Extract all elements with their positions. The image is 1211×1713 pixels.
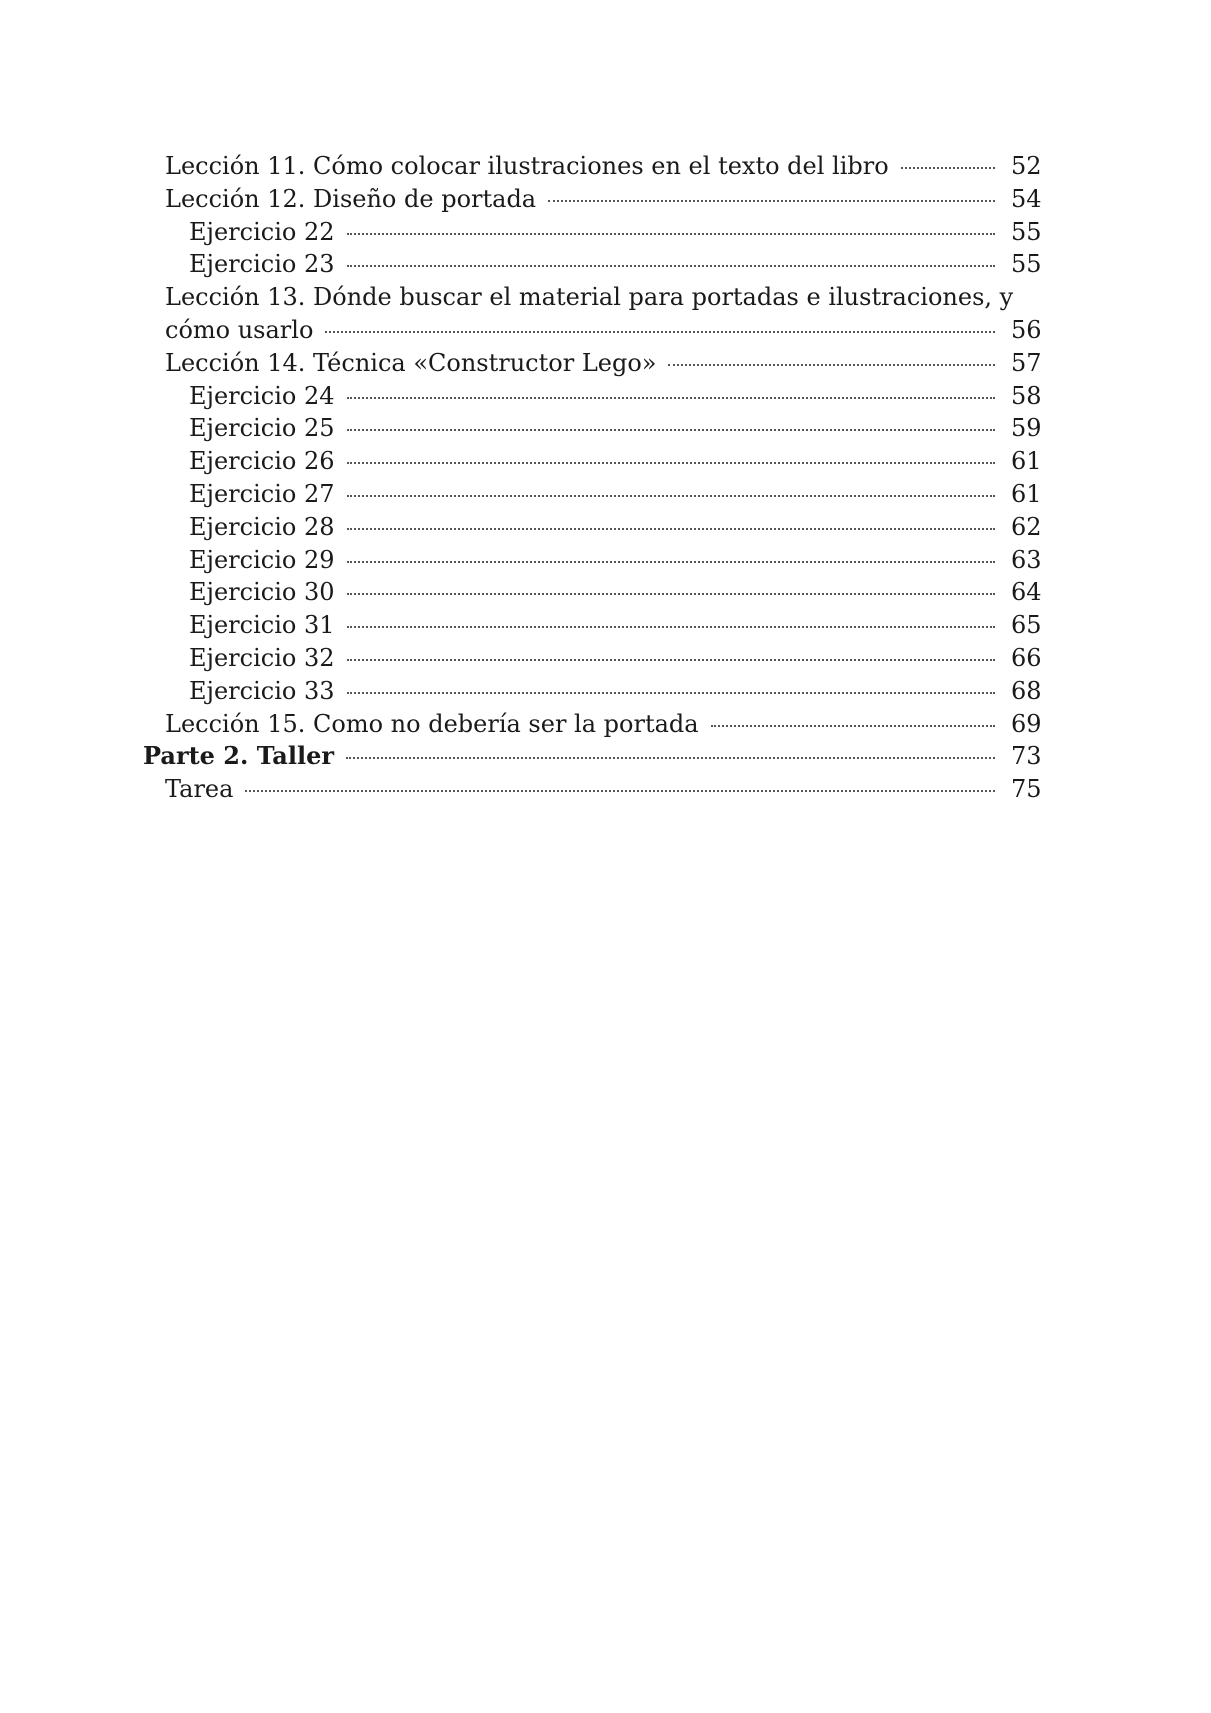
dot-leader [347, 659, 996, 661]
toc-entry-title: Lección 14. Técnica «Constructor Lego» [165, 348, 657, 377]
toc-entry[interactable] [143, 478, 1042, 511]
toc-entry-title: Ejercicio 33 [189, 676, 335, 705]
toc-entry-page: 63 [1011, 545, 1042, 574]
dot-leader [347, 495, 996, 497]
toc-entry[interactable] [143, 544, 1042, 577]
toc-entry-first-line[interactable] [143, 281, 1039, 314]
toc-entry-page: 58 [1011, 381, 1042, 410]
toc-entry-page: 55 [1011, 217, 1042, 246]
dot-leader [347, 429, 996, 431]
toc-entry-title: Tarea [165, 775, 234, 804]
toc-entry-title: Ejercicio 28 [189, 512, 335, 541]
toc-entry[interactable] [143, 609, 1042, 642]
toc-entry-page: 68 [1011, 676, 1042, 705]
toc-entry-page: 56 [1011, 315, 1042, 344]
dot-leader [347, 233, 996, 235]
dot-leader [347, 528, 996, 530]
toc-entry-page: 75 [1011, 775, 1042, 804]
dot-leader [346, 757, 995, 759]
toc-entry-title: Lección 12. Diseño de portada [165, 184, 537, 213]
toc-entry-page: 57 [1011, 348, 1042, 377]
dot-leader [347, 561, 996, 563]
dot-leader [347, 265, 996, 267]
toc-entry-continuation[interactable] [143, 314, 1042, 347]
toc-entry[interactable] [143, 412, 1042, 445]
toc-entry[interactable] [143, 216, 1042, 249]
toc-entry-page: 65 [1011, 611, 1042, 640]
toc-entry-title-continuation: cómo usarlo [165, 315, 314, 344]
toc-entry[interactable] [143, 248, 1042, 281]
toc-entry-title: Lección 15. Como no debería ser la portada [165, 709, 699, 738]
toc-entry[interactable] [143, 347, 1042, 380]
toc-entry-page: 61 [1011, 447, 1042, 476]
toc-entry-title: Lección 13. Dónde buscar el material para portadas e ilustraciones, y [165, 283, 1014, 312]
toc-entry[interactable] [143, 183, 1042, 216]
dot-leader [347, 397, 996, 399]
toc-entry-title: Ejercicio 30 [189, 578, 335, 607]
toc-entry-title: Ejercicio 27 [189, 479, 335, 508]
toc-entry-title: Ejercicio 31 [189, 611, 335, 640]
toc-entry-title: Ejercicio 23 [189, 250, 335, 279]
toc-entry-page: 54 [1011, 184, 1042, 213]
toc-entry-title: Ejercicio 24 [189, 381, 335, 410]
toc-entry-page: 61 [1011, 479, 1042, 508]
toc-entry[interactable] [143, 708, 1042, 741]
toc-entry[interactable] [143, 675, 1042, 708]
toc-entry[interactable] [143, 445, 1042, 478]
toc-entry-title: Ejercicio 26 [189, 447, 335, 476]
toc-entry-title: Ejercicio 32 [189, 643, 335, 672]
toc-entry-page: 55 [1011, 250, 1042, 279]
dot-leader [325, 331, 995, 333]
toc-entry-title: Lección 11. Cómo colocar ilustraciones en el texto del libro [165, 152, 889, 180]
toc-entry[interactable] [143, 150, 1042, 183]
toc-entry-part[interactable] [143, 740, 1042, 773]
toc-entry-title: Ejercicio 25 [189, 414, 335, 443]
toc-entry-title: Parte 2. Taller [143, 741, 334, 771]
toc-entry[interactable] [143, 773, 1042, 806]
toc-entry-page: 69 [1011, 709, 1042, 738]
dot-leader [347, 593, 996, 595]
dot-leader [245, 790, 995, 792]
toc-entry[interactable] [143, 642, 1042, 675]
dot-leader [347, 462, 996, 464]
dot-leader [548, 200, 995, 202]
toc-entry-page: 64 [1011, 578, 1042, 607]
toc-entry[interactable] [143, 576, 1042, 609]
dot-leader [668, 364, 995, 366]
dot-leader [347, 626, 996, 628]
dot-leader [347, 692, 996, 694]
toc-entry-page: 73 [1011, 742, 1042, 771]
toc-entry[interactable] [143, 380, 1042, 413]
table-of-contents [143, 150, 1042, 806]
toc-entry-page: 66 [1011, 643, 1042, 672]
toc-entry-page: 62 [1011, 512, 1042, 541]
dot-leader [711, 725, 995, 727]
toc-entry-page: 52 [1011, 152, 1042, 180]
dot-leader [901, 167, 995, 169]
toc-entry-page: 59 [1011, 414, 1042, 443]
toc-entry-title: Ejercicio 29 [189, 545, 335, 574]
toc-entry-title: Ejercicio 22 [189, 217, 335, 246]
toc-entry[interactable] [143, 511, 1042, 544]
